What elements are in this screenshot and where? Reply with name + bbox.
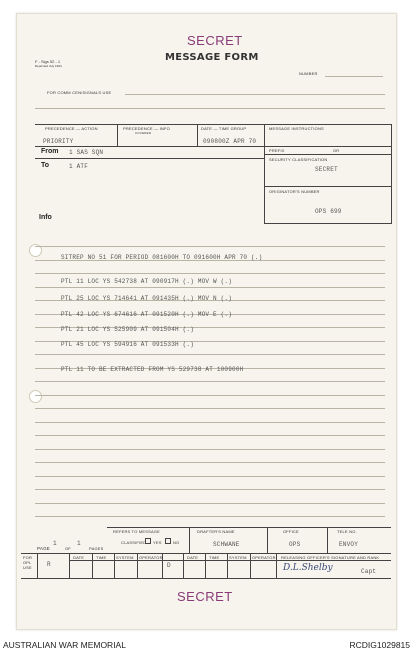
releasing-signature: D.L.Shelby (283, 563, 333, 573)
column-header: TIME (209, 555, 220, 560)
message-form-sheet (16, 13, 397, 630)
message-rule-line (35, 503, 385, 504)
rule (21, 578, 391, 579)
drafter-name-label: DRAFTER'S NAME (197, 529, 235, 534)
page-total: 1 (77, 540, 81, 547)
message-rule-line (35, 381, 385, 382)
to-label: To (41, 162, 50, 169)
message-line: PTL 42 LOC YS 674616 AT 091520H (.) MOV E (.) (61, 311, 233, 318)
rule (264, 124, 265, 224)
column-header: OPERATOR (252, 555, 276, 560)
column-header: SYSTEM (116, 555, 134, 560)
comm-use-label: FOR COMM CEN/SIGNALS USE (47, 90, 112, 95)
rule (264, 223, 391, 224)
message-line: PTL 25 LOC YS 714641 AT 091435H (.) MOV N (.) (61, 295, 233, 302)
precedence-info-sub: COVERED (135, 131, 152, 135)
security-class-label: SECURITY CLASSIFICATION (269, 157, 328, 162)
archive-id: RCDIG1029815 (349, 640, 410, 650)
rule (276, 560, 391, 561)
from-value: 1 SAS SQN (69, 149, 104, 156)
refers-label: REFERS TO MESSAGE (113, 529, 161, 534)
rule (189, 527, 190, 553)
message-rule-line (35, 489, 385, 490)
releasing-rank: Capt (361, 568, 377, 575)
precedence-info-label: PRECEDENCE — INFO (123, 126, 170, 131)
rule (21, 553, 391, 554)
rule (227, 553, 228, 578)
message-rule-line (35, 354, 385, 355)
d-marker: D (167, 562, 171, 569)
rule (267, 527, 268, 553)
instructions-label: MESSAGE INSTRUCTIONS (269, 126, 324, 131)
rule (250, 553, 251, 578)
message-line: PTL 11 LOC YS 542738 AT 090917H (.) MOV W (.) (61, 278, 233, 285)
r-marker: R (47, 561, 51, 568)
rule (327, 527, 328, 553)
rule (92, 553, 93, 578)
dtg-value: 090800Z APR 70 (203, 138, 257, 145)
form-reprint-date: Reprinted July 1964 (35, 64, 62, 68)
rule (117, 124, 118, 146)
from-label: From (41, 148, 59, 155)
message-rule-line (35, 449, 385, 450)
rule (137, 553, 138, 578)
archive-footer (0, 633, 413, 653)
yes-label: YES (153, 540, 162, 545)
rule (264, 154, 391, 155)
originator-value: OPS 699 (315, 208, 342, 215)
comm-use-line-2 (35, 108, 385, 109)
number-line (325, 76, 383, 77)
message-rule-line (35, 246, 385, 247)
form-code: F - Sigs 52 - 1 (35, 59, 61, 64)
for-opl-use-label: FOR OPL USE (23, 555, 33, 570)
archive-name: AUSTRALIAN WAR MEMORIAL (3, 640, 126, 650)
classified-label: CLASSIFIED (121, 540, 147, 545)
no-label: NO (173, 540, 180, 545)
message-rule-line (35, 287, 385, 288)
punch-hole-bottom (29, 390, 42, 403)
rule (69, 560, 276, 561)
rule (114, 553, 115, 578)
message-rule-line (35, 516, 385, 517)
page-of-label: OF (65, 546, 71, 551)
rule (205, 553, 206, 578)
rule (264, 146, 391, 147)
rule (35, 124, 392, 125)
message-line: PTL 21 LOC YS 525909 AT 091504H (.) (61, 326, 195, 333)
prefix-label: PREFIX (269, 148, 285, 153)
message-rule-line (35, 462, 385, 463)
info-label: Info (39, 214, 52, 221)
message-line: SITREP NO 51 FOR PERIOD 081600H TO 091600H APR 70 (.) (61, 254, 263, 261)
rule (197, 124, 198, 146)
to-value: 1 ATF (69, 163, 89, 170)
security-class-value: SECRET (315, 166, 338, 173)
drafter-name-value: SCHWANE (213, 541, 240, 548)
dtg-label: DATE — TIME GROUP (201, 126, 247, 131)
form-title: MESSAGE FORM (165, 52, 259, 63)
rule (183, 553, 184, 578)
page-label: PAGE (37, 546, 50, 551)
column-header: SYSTEM (229, 555, 247, 560)
rule (35, 158, 264, 159)
rule (69, 553, 70, 578)
message-rule-line (35, 408, 385, 409)
precedence-action-value: PRIORITY (43, 138, 74, 145)
office-value: OPS (289, 541, 301, 548)
column-header: DATE (187, 555, 199, 560)
column-header: OPERATOR (139, 555, 163, 560)
message-rule-line (35, 422, 385, 423)
tele-label: TELE NO. (337, 529, 357, 534)
gr-label: GR (333, 148, 340, 153)
precedence-action-label: PRECEDENCE — ACTION (45, 126, 98, 131)
originator-label: ORIGINATOR'S NUMBER (269, 189, 320, 194)
message-line: PTL 11 TO BE EXTRACTED FROM YS 529738 AT 100900H (61, 366, 244, 373)
column-header: DATE (73, 555, 85, 560)
classified-no-checkbox[interactable] (165, 538, 171, 544)
rule (37, 553, 38, 578)
rule (264, 186, 391, 187)
column-header: TIME (96, 555, 107, 560)
security-stamp-bottom: SECRET (177, 589, 233, 604)
message-rule-line (35, 273, 385, 274)
classified-yes-checkbox[interactable] (145, 538, 151, 544)
pages-label: PAGES (89, 546, 104, 551)
security-stamp-top: SECRET (187, 33, 243, 48)
message-rule-line (35, 395, 385, 396)
number-label: NUMBER (299, 71, 318, 76)
rule (107, 527, 391, 528)
message-rule-line (35, 476, 385, 477)
message-line: PTL 45 LOC YS 594916 AT 091533H (.) (61, 341, 195, 348)
rule (391, 124, 392, 224)
office-label: OFFICE (283, 529, 299, 534)
tele-value: ENVOY (339, 541, 359, 548)
page-number: 1 (53, 540, 57, 547)
rule (276, 553, 277, 578)
rule (35, 146, 264, 147)
releasing-label: RELEASING OFFICER'S SIGNATURE AND RANK (281, 555, 380, 560)
comm-use-line (125, 94, 385, 95)
message-rule-line (35, 435, 385, 436)
